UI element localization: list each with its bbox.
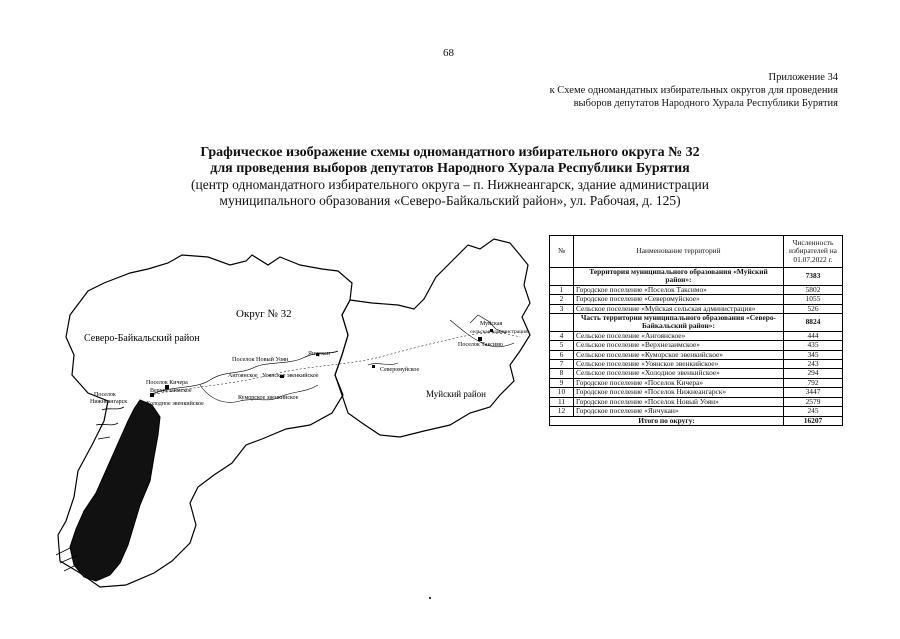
voters-table [549,235,843,426]
scan-speck [429,597,431,599]
region-label-severo-baikalsky: Северо-Байкальский район [84,333,200,344]
place-label-kholodnoe: Холодное эвенкийское [146,401,204,407]
page-number: 68 [443,47,454,59]
title-line: Графическое изображение схемы одномандатного избирательного округа № 32 [200,145,700,160]
appendix-line: выборов депутатов Народного Хурала Республики Бурятия [573,98,838,109]
settlement-boundary [368,363,398,365]
region-label-muya: Муйский район [426,389,486,399]
document-title [150,145,750,209]
group-value: 8824 [784,314,843,332]
place-label-taksimo: Поселок Таксимо [458,342,503,348]
table-group-row [550,314,843,332]
table-total-row [550,416,843,425]
group-name: Часть территории муниципального образования «Северо-Байкальский район»: [574,314,784,332]
title-line: для проведения выборов депутатов Народного Хурала Республики Бурятия [210,161,690,176]
table-group-row [550,268,843,286]
table-row: 6 Сельское поселение «Куморское эвенкийское» 345 [550,350,843,359]
place-label-angoyanskoe: Ангоянское [228,373,258,379]
district-map [0,225,545,605]
muya-outline [335,239,530,437]
place-label-yanchukan: Янчукан [308,351,330,357]
total-value: 16207 [784,416,843,425]
place-label-kumorskoe: Куморское эвенкийское [238,395,299,401]
table-row: 7 Сельское поселение «Уоянское эвенкийское» 243 [550,360,843,369]
table-row: 10 Городское поселение «Поселок Нижнеангарск» 3447 [550,388,843,397]
table-row: 1 Городское поселение «Поселок Таксимо» 5802 [550,285,843,294]
place-label-uoyanskoe: Уоянское эвенкийское [262,373,319,379]
table-row: 5 Сельское поселение «Верхнезаимское» 435 [550,341,843,350]
lake-shore-detail [96,407,124,439]
appendix-line: Приложение 34 [768,72,838,83]
district-map-svg [0,225,545,605]
header-name: Наименование территорий [574,236,784,268]
place-label-muyskaya: сельская администрация [470,329,528,335]
title-subline: (центр одномандатного избирательного округа – п. Нижнеангарск, здание администрации [190,177,709,192]
voters-table-container [549,235,842,426]
table-body [550,268,843,426]
table-row: 8 Сельское поселение «Холодное эвенкийское» 294 [550,369,843,378]
group-name: Территория муниципального образования «Муйский район»: [574,268,784,286]
table-header-row [550,236,843,268]
table-row: 9 Городское поселение «Поселок Кичера» 792 [550,378,843,387]
place-label-noviy-uoyan: Поселок Новый Уоян [232,356,289,363]
group-value: 7383 [784,268,843,286]
district-label: Округ № 32 [236,308,292,320]
table-row: 12 Городское поселение «Янчукан» 245 [550,407,843,416]
place-label-severomuyskoe: Северомуйское [380,367,420,373]
table-row: 11 Городское поселение «Поселок Новый Уоян» 2579 [550,397,843,406]
place-label-muyskaya: Муйская [480,321,503,327]
table-row: 2 Городское поселение «Северомуйское» 1055 [550,295,843,304]
table-row: 4 Сельское поселение «Ангоянское» 444 [550,331,843,340]
total-label: Итого по округу: [550,416,784,425]
header-num: № [550,236,574,268]
lake-baikal [70,400,160,581]
place-label-nizhneangarsk: Поселок [94,392,116,398]
place-label-verkhnezaimskoe: Верхнезаимское [150,388,192,394]
title-subline: муниципального образования «Северо-Байкальский район», ул. Рабочая, д. 125) [219,193,681,208]
appendix-note [550,71,838,110]
place-label-nizhneangarsk: Нижнеангарск [90,399,128,405]
table-row: 3 Сельское поселение «Муйская сельская администрация» 526 [550,304,843,313]
place-label-kichera: Поселок Кичера [146,380,188,386]
appendix-line: к Схеме одномандатных избирательных округов для проведения [549,85,838,96]
header-voters: Численность избирателей на 01.07.2022 г. [784,236,843,268]
